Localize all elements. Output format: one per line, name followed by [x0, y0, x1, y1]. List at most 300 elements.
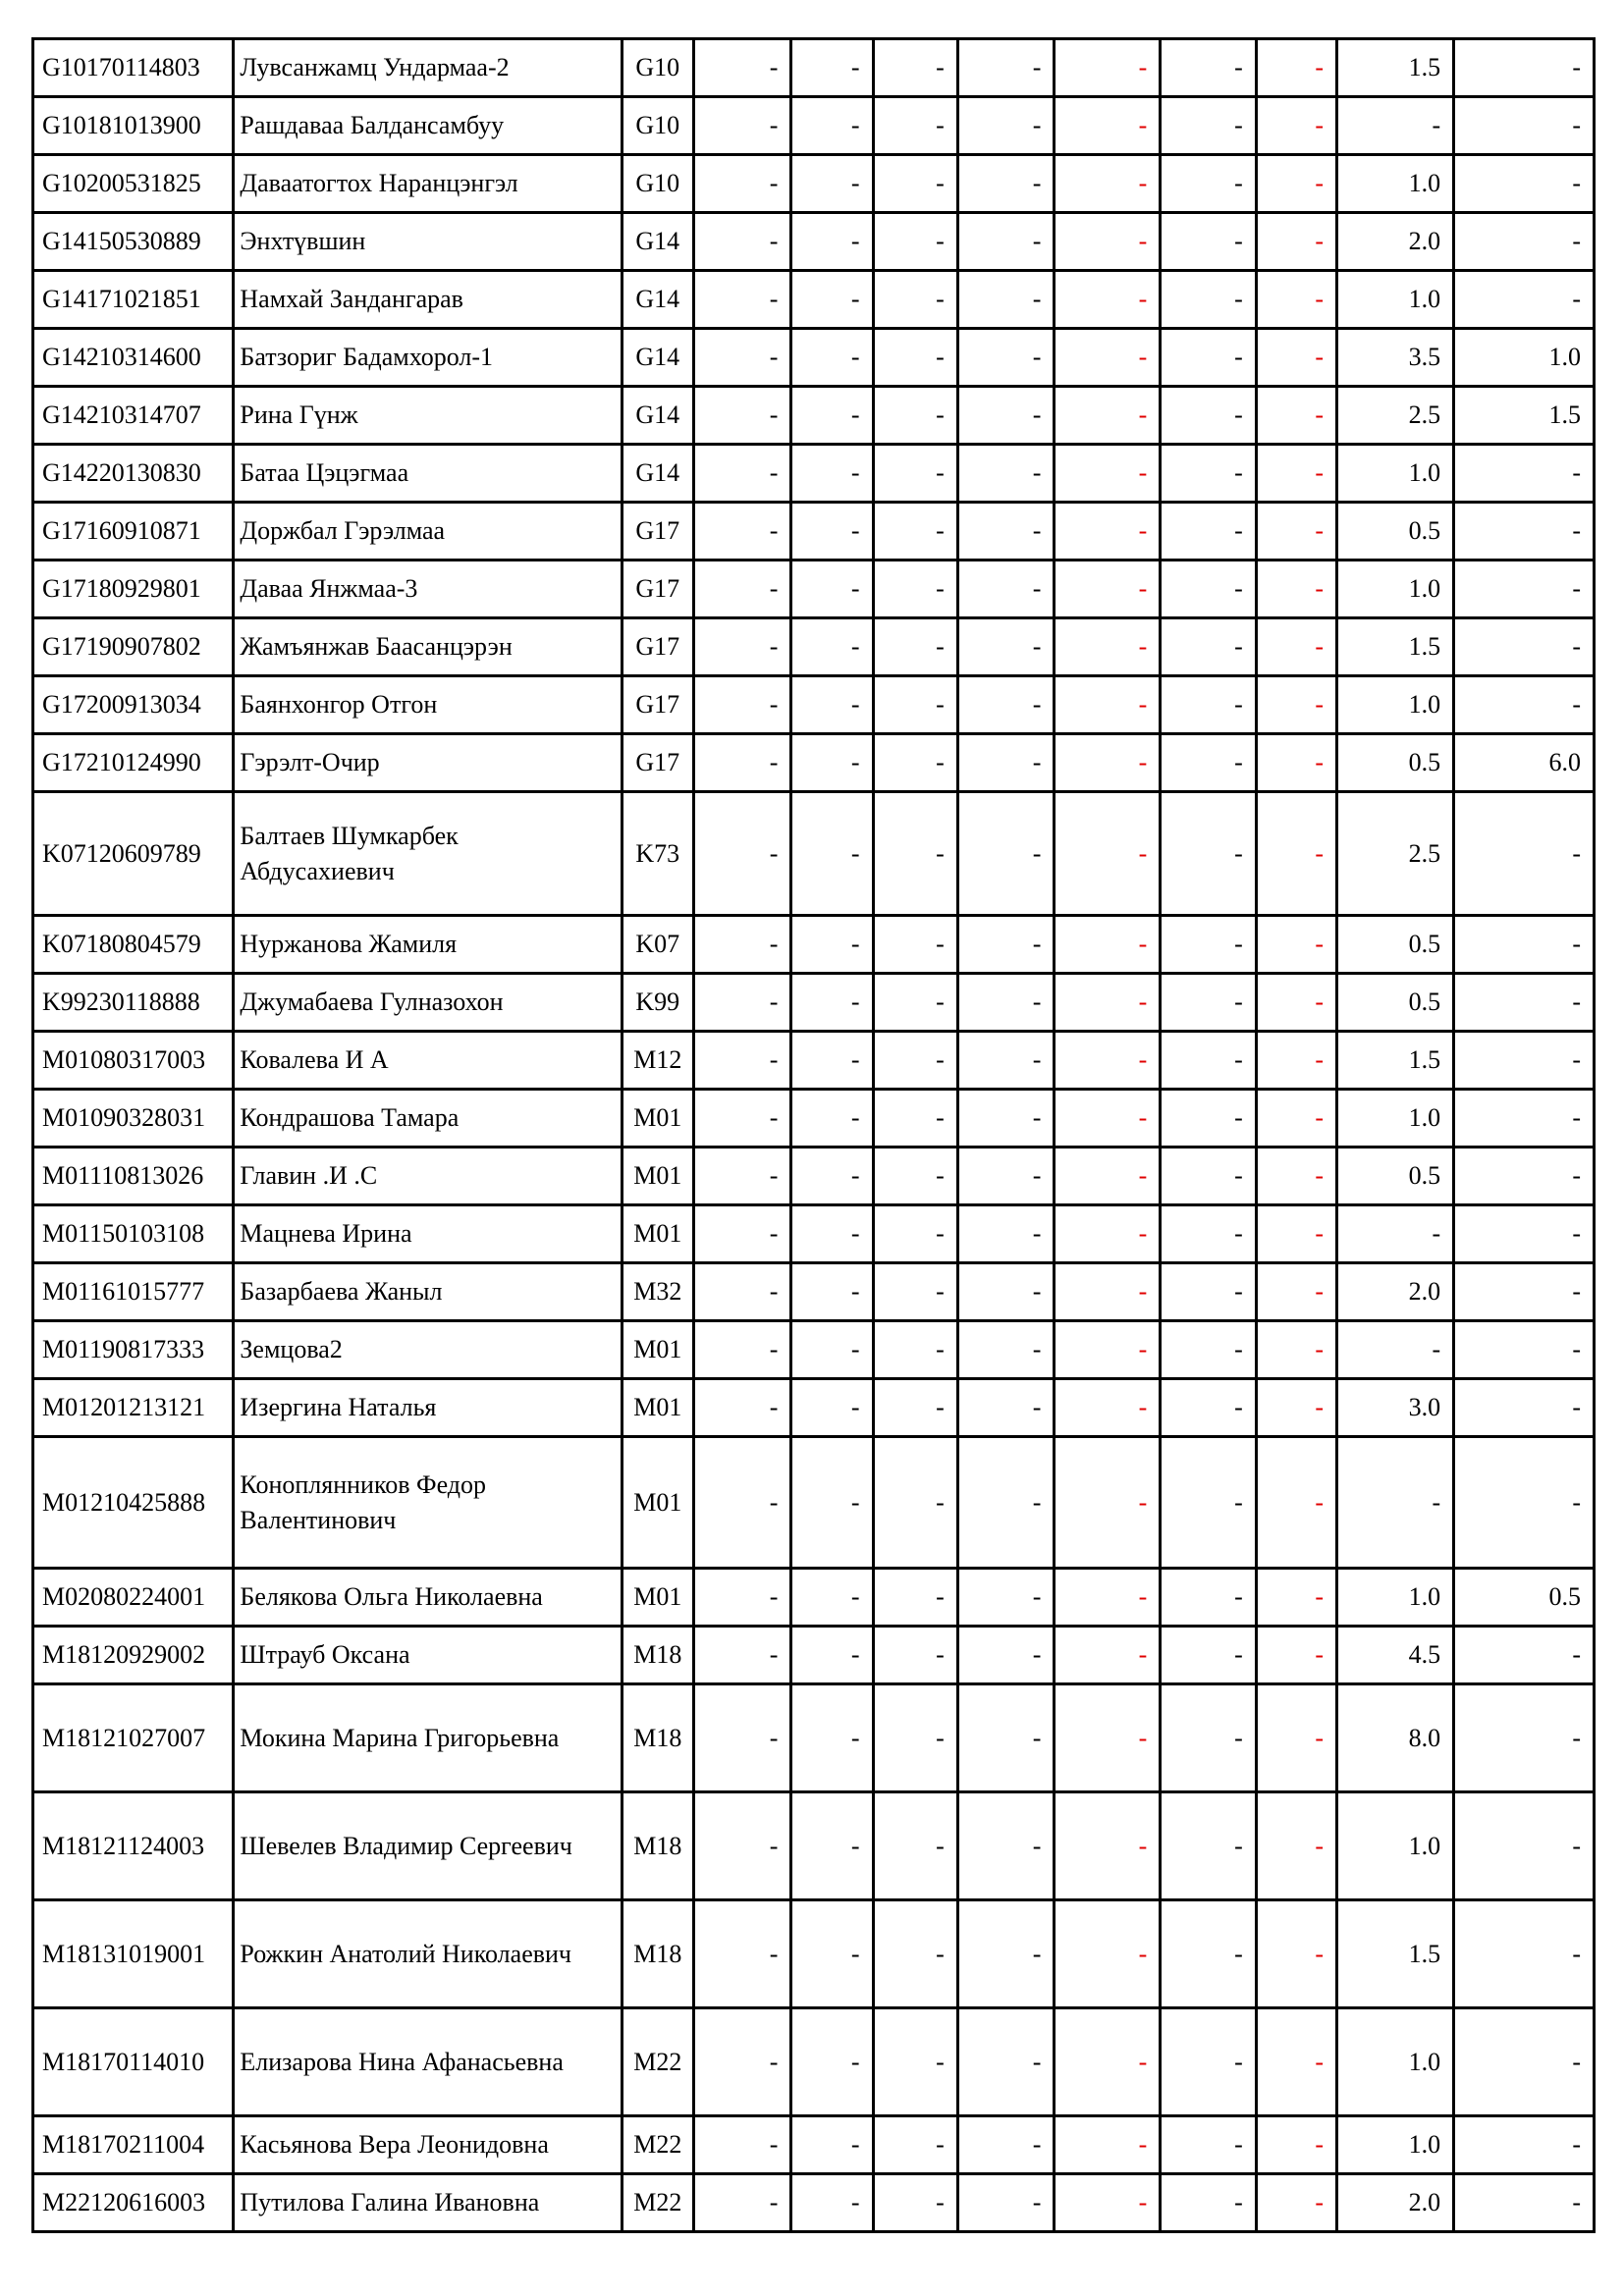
value-cell: - — [1256, 271, 1336, 329]
amount-cell: 1.0 — [1336, 1792, 1453, 1900]
value-cell: - — [957, 1792, 1055, 1900]
group-cell: M01 — [622, 1569, 693, 1627]
value-cell: - — [1256, 97, 1336, 155]
value-cell: - — [873, 329, 957, 387]
value-cell: - — [1055, 676, 1161, 734]
name-cell: Доржбал Гэрэлмаа — [234, 503, 622, 561]
table-row — [33, 1090, 1595, 1148]
amount-cell: - — [1454, 1090, 1595, 1148]
amount-cell: - — [1454, 445, 1595, 503]
value-cell: - — [1256, 1090, 1336, 1148]
code-cell: M18170114010 — [33, 2008, 234, 2116]
table-row — [33, 1148, 1595, 1205]
value-cell: - — [693, 1627, 791, 1684]
value-cell: - — [1161, 1090, 1257, 1148]
value-cell: - — [873, 2008, 957, 2116]
name-cell: Намхай Зандангарав — [234, 271, 622, 329]
value-cell: - — [957, 97, 1055, 155]
value-cell: - — [1256, 1684, 1336, 1792]
value-cell: - — [1161, 1569, 1257, 1627]
amount-cell: 1.0 — [1336, 271, 1453, 329]
value-cell: - — [1055, 1090, 1161, 1148]
code-cell: G14150530889 — [33, 213, 234, 271]
value-cell: - — [1055, 445, 1161, 503]
code-cell: K07180804579 — [33, 916, 234, 974]
amount-cell: 1.5 — [1336, 1032, 1453, 1090]
value-cell: - — [957, 1379, 1055, 1437]
value-cell: - — [693, 503, 791, 561]
amount-cell: 1.0 — [1336, 445, 1453, 503]
value-cell: - — [1256, 1321, 1336, 1379]
value-cell: - — [1055, 1321, 1161, 1379]
value-cell: - — [957, 329, 1055, 387]
value-cell: - — [873, 734, 957, 792]
value-cell: - — [791, 1792, 873, 1900]
value-cell: - — [873, 1792, 957, 1900]
amount-cell: 8.0 — [1336, 1684, 1453, 1792]
amount-cell: 1.5 — [1336, 1900, 1453, 2008]
table-row — [33, 1569, 1595, 1627]
table-row — [33, 676, 1595, 734]
code-cell: G14210314707 — [33, 387, 234, 445]
value-cell: - — [791, 1090, 873, 1148]
value-cell: - — [957, 916, 1055, 974]
value-cell: - — [1055, 1627, 1161, 1684]
name-cell: Рожкин Анатолий Николаевич — [234, 1900, 622, 2008]
value-cell: - — [873, 1148, 957, 1205]
group-cell: M18 — [622, 1684, 693, 1792]
value-cell: - — [1055, 2116, 1161, 2174]
value-cell: - — [791, 1032, 873, 1090]
value-cell: - — [1256, 39, 1336, 97]
value-cell: - — [1161, 155, 1257, 213]
name-cell: Главин .И .С — [234, 1148, 622, 1205]
group-cell: G14 — [622, 271, 693, 329]
value-cell: - — [873, 97, 957, 155]
value-cell: - — [1256, 916, 1336, 974]
table-row — [33, 1379, 1595, 1437]
value-cell: - — [957, 1148, 1055, 1205]
value-cell: - — [1161, 1032, 1257, 1090]
value-cell: - — [873, 1627, 957, 1684]
code-cell: M18121027007 — [33, 1684, 234, 1792]
value-cell: - — [693, 916, 791, 974]
name-cell: Гэрэлт-Очир — [234, 734, 622, 792]
group-cell: K73 — [622, 792, 693, 916]
value-cell: - — [1055, 1684, 1161, 1792]
value-cell: - — [791, 792, 873, 916]
value-cell: - — [1256, 1900, 1336, 2008]
table-row — [33, 2008, 1595, 2116]
name-cell: Мацнева Ирина — [234, 1205, 622, 1263]
value-cell: - — [693, 97, 791, 155]
value-cell: - — [1161, 1437, 1257, 1569]
value-cell: - — [791, 1321, 873, 1379]
value-cell: - — [873, 387, 957, 445]
table-row — [33, 1684, 1595, 1792]
amount-cell: - — [1454, 1032, 1595, 1090]
value-cell: - — [1055, 974, 1161, 1032]
value-cell: - — [1055, 155, 1161, 213]
group-cell: M01 — [622, 1321, 693, 1379]
value-cell: - — [1055, 1148, 1161, 1205]
value-cell: - — [1055, 1437, 1161, 1569]
value-cell: - — [791, 445, 873, 503]
name-cell: Елизарова Нина Афанасьевна — [234, 2008, 622, 2116]
value-cell: - — [693, 1437, 791, 1569]
group-cell: M22 — [622, 2116, 693, 2174]
value-cell: - — [693, 1379, 791, 1437]
code-cell: M01150103108 — [33, 1205, 234, 1263]
value-cell: - — [957, 974, 1055, 1032]
value-cell: - — [873, 916, 957, 974]
value-cell: - — [1256, 2174, 1336, 2232]
value-cell: - — [693, 1321, 791, 1379]
value-cell: - — [1055, 213, 1161, 271]
value-cell: - — [957, 503, 1055, 561]
value-cell: - — [791, 1148, 873, 1205]
value-cell: - — [1055, 97, 1161, 155]
code-cell: G10181013900 — [33, 97, 234, 155]
name-cell: Мокина Марина Григорьевна — [234, 1684, 622, 1792]
table-row — [33, 213, 1595, 271]
value-cell: - — [873, 792, 957, 916]
amount-cell: - — [1454, 618, 1595, 676]
value-cell: - — [873, 561, 957, 618]
value-cell: - — [1161, 1684, 1257, 1792]
name-cell: Батаа Цэцэгмаа — [234, 445, 622, 503]
value-cell: - — [957, 155, 1055, 213]
value-cell: - — [1161, 445, 1257, 503]
value-cell: - — [791, 1205, 873, 1263]
amount-cell: - — [1454, 213, 1595, 271]
amount-cell: 1.0 — [1454, 329, 1595, 387]
table-row — [33, 1263, 1595, 1321]
value-cell: - — [1161, 271, 1257, 329]
value-cell: - — [693, 39, 791, 97]
group-cell: G10 — [622, 39, 693, 97]
value-cell: - — [693, 1792, 791, 1900]
table-row — [33, 734, 1595, 792]
value-cell: - — [1256, 1379, 1336, 1437]
value-cell: - — [693, 329, 791, 387]
value-cell: - — [1055, 1900, 1161, 2008]
value-cell: - — [1256, 618, 1336, 676]
value-cell: - — [1161, 618, 1257, 676]
name-cell: Изергина Наталья — [234, 1379, 622, 1437]
table-row — [33, 387, 1595, 445]
value-cell: - — [957, 734, 1055, 792]
amount-cell: 3.5 — [1336, 329, 1453, 387]
table-row — [33, 329, 1595, 387]
amount-cell: 0.5 — [1336, 1148, 1453, 1205]
value-cell: - — [957, 1900, 1055, 2008]
table-row — [33, 97, 1595, 155]
value-cell: - — [1161, 1321, 1257, 1379]
value-cell: - — [1055, 2174, 1161, 2232]
value-cell: - — [1256, 974, 1336, 1032]
value-cell: - — [873, 1569, 957, 1627]
value-cell: - — [873, 1205, 957, 1263]
amount-cell: - — [1336, 97, 1453, 155]
code-cell: M01190817333 — [33, 1321, 234, 1379]
value-cell: - — [693, 2174, 791, 2232]
amount-cell: 2.0 — [1336, 1263, 1453, 1321]
value-cell: - — [693, 445, 791, 503]
amount-cell: - — [1336, 1437, 1453, 1569]
amount-cell: 1.5 — [1454, 387, 1595, 445]
value-cell: - — [1055, 387, 1161, 445]
value-cell: - — [1161, 1148, 1257, 1205]
table-row — [33, 155, 1595, 213]
value-cell: - — [957, 1205, 1055, 1263]
group-cell: M01 — [622, 1437, 693, 1569]
group-cell: G17 — [622, 676, 693, 734]
value-cell: - — [957, 1684, 1055, 1792]
group-cell: M01 — [622, 1148, 693, 1205]
table-row — [33, 792, 1595, 916]
value-cell: - — [693, 1263, 791, 1321]
value-cell: - — [791, 1263, 873, 1321]
value-cell: - — [873, 1900, 957, 2008]
table-body — [33, 39, 1595, 2232]
value-cell: - — [1161, 213, 1257, 271]
group-cell: G14 — [622, 213, 693, 271]
value-cell: - — [791, 387, 873, 445]
amount-cell: 0.5 — [1336, 503, 1453, 561]
value-cell: - — [693, 1148, 791, 1205]
amount-cell: - — [1336, 1205, 1453, 1263]
value-cell: - — [1161, 2008, 1257, 2116]
value-cell: - — [957, 618, 1055, 676]
value-cell: - — [693, 974, 791, 1032]
table-row — [33, 1032, 1595, 1090]
name-cell: Нуржанова Жамиля — [234, 916, 622, 974]
value-cell: - — [1256, 155, 1336, 213]
amount-cell: 2.5 — [1336, 387, 1453, 445]
value-cell: - — [873, 155, 957, 213]
name-cell: Лувсанжамц Ундармаа-2 — [234, 39, 622, 97]
code-cell: G17160910871 — [33, 503, 234, 561]
amount-cell: 1.0 — [1336, 155, 1453, 213]
value-cell: - — [1256, 329, 1336, 387]
value-cell: - — [1161, 1900, 1257, 2008]
value-cell: - — [791, 2116, 873, 2174]
amount-cell: - — [1454, 1684, 1595, 1792]
value-cell: - — [1055, 618, 1161, 676]
group-cell: K07 — [622, 916, 693, 974]
code-cell: M01201213121 — [33, 1379, 234, 1437]
amount-cell: - — [1454, 97, 1595, 155]
value-cell: - — [1055, 1569, 1161, 1627]
value-cell: - — [957, 2116, 1055, 2174]
value-cell: - — [791, 1569, 873, 1627]
value-cell: - — [1161, 974, 1257, 1032]
value-cell: - — [1055, 1205, 1161, 1263]
value-cell: - — [791, 2174, 873, 2232]
group-cell: M18 — [622, 1627, 693, 1684]
value-cell: - — [1161, 1263, 1257, 1321]
table-row — [33, 974, 1595, 1032]
amount-cell: 0.5 — [1336, 916, 1453, 974]
value-cell: - — [1161, 561, 1257, 618]
value-cell: - — [1161, 1205, 1257, 1263]
value-cell: - — [791, 1627, 873, 1684]
value-cell: - — [693, 734, 791, 792]
value-cell: - — [873, 1684, 957, 1792]
value-cell: - — [791, 618, 873, 676]
value-cell: - — [693, 155, 791, 213]
amount-cell: - — [1454, 1263, 1595, 1321]
value-cell: - — [1256, 213, 1336, 271]
code-cell: G10200531825 — [33, 155, 234, 213]
code-cell: M18170211004 — [33, 2116, 234, 2174]
value-cell: - — [791, 1684, 873, 1792]
name-cell: Рина Гүнж — [234, 387, 622, 445]
group-cell: M22 — [622, 2008, 693, 2116]
value-cell: - — [1256, 2116, 1336, 2174]
value-cell: - — [791, 734, 873, 792]
amount-cell: - — [1454, 271, 1595, 329]
amount-cell: - — [1454, 1205, 1595, 1263]
name-cell: Коноплянников Федор Валентинович — [234, 1437, 622, 1569]
code-cell: M18131019001 — [33, 1900, 234, 2008]
value-cell: - — [1256, 1205, 1336, 1263]
value-cell: - — [873, 1379, 957, 1437]
value-cell: - — [791, 271, 873, 329]
value-cell: - — [1055, 1792, 1161, 1900]
value-cell: - — [1256, 445, 1336, 503]
value-cell: - — [1256, 503, 1336, 561]
value-cell: - — [1161, 387, 1257, 445]
value-cell: - — [791, 329, 873, 387]
name-cell: Земцова2 — [234, 1321, 622, 1379]
value-cell: - — [957, 561, 1055, 618]
value-cell: - — [873, 1263, 957, 1321]
value-cell: - — [873, 618, 957, 676]
value-cell: - — [957, 39, 1055, 97]
amount-cell: - — [1454, 1792, 1595, 1900]
amount-cell: - — [1454, 2116, 1595, 2174]
table-row — [33, 39, 1595, 97]
amount-cell: - — [1336, 1321, 1453, 1379]
amount-cell: 1.0 — [1336, 1090, 1453, 1148]
value-cell: - — [957, 1627, 1055, 1684]
amount-cell: 0.5 — [1336, 734, 1453, 792]
name-cell: Джумабаева Гулназохон — [234, 974, 622, 1032]
code-cell: G14210314600 — [33, 329, 234, 387]
value-cell: - — [1161, 39, 1257, 97]
value-cell: - — [1055, 271, 1161, 329]
group-cell: M01 — [622, 1090, 693, 1148]
code-cell: M01090328031 — [33, 1090, 234, 1148]
name-cell: Даваатогтох Наранцэнгэл — [234, 155, 622, 213]
amount-cell: 2.0 — [1336, 213, 1453, 271]
code-cell: G17200913034 — [33, 676, 234, 734]
name-cell: Кондрашова Тамара — [234, 1090, 622, 1148]
value-cell: - — [957, 1569, 1055, 1627]
code-cell: M01110813026 — [33, 1148, 234, 1205]
value-cell: - — [1256, 1263, 1336, 1321]
value-cell: - — [1256, 1569, 1336, 1627]
value-cell: - — [693, 792, 791, 916]
value-cell: - — [1055, 1263, 1161, 1321]
value-cell: - — [1256, 1627, 1336, 1684]
group-cell: G17 — [622, 734, 693, 792]
value-cell: - — [693, 1090, 791, 1148]
value-cell: - — [693, 1900, 791, 2008]
amount-cell: 1.0 — [1336, 2116, 1453, 2174]
value-cell: - — [693, 676, 791, 734]
amount-cell: 0.5 — [1336, 974, 1453, 1032]
value-cell: - — [957, 271, 1055, 329]
name-cell: Батзориг Бадамхорол-1 — [234, 329, 622, 387]
name-cell: Базарбаева Жаныл — [234, 1263, 622, 1321]
value-cell: - — [1055, 329, 1161, 387]
amount-cell: - — [1454, 503, 1595, 561]
group-cell: G14 — [622, 329, 693, 387]
group-cell: G17 — [622, 503, 693, 561]
value-cell: - — [791, 97, 873, 155]
amount-cell: 3.0 — [1336, 1379, 1453, 1437]
value-cell: - — [1256, 1792, 1336, 1900]
table-row — [33, 503, 1595, 561]
value-cell: - — [957, 1263, 1055, 1321]
amount-cell: - — [1454, 2174, 1595, 2232]
value-cell: - — [693, 561, 791, 618]
value-cell: - — [693, 1032, 791, 1090]
value-cell: - — [791, 561, 873, 618]
code-cell: G14171021851 — [33, 271, 234, 329]
value-cell: - — [693, 1569, 791, 1627]
name-cell: Касьянова Вера Леонидовна — [234, 2116, 622, 2174]
value-cell: - — [791, 916, 873, 974]
value-cell: - — [1055, 792, 1161, 916]
table-row — [33, 916, 1595, 974]
value-cell: - — [873, 2174, 957, 2232]
amount-cell: - — [1454, 561, 1595, 618]
value-cell: - — [1161, 916, 1257, 974]
value-cell: - — [957, 2008, 1055, 2116]
value-cell: - — [791, 2008, 873, 2116]
value-cell: - — [1161, 676, 1257, 734]
code-cell: G17180929801 — [33, 561, 234, 618]
value-cell: - — [957, 213, 1055, 271]
group-cell: G10 — [622, 155, 693, 213]
name-cell: Жамъянжав Баасанцэрэн — [234, 618, 622, 676]
group-cell: M18 — [622, 1792, 693, 1900]
value-cell: - — [1055, 916, 1161, 974]
value-cell: - — [693, 1205, 791, 1263]
value-cell: - — [1055, 503, 1161, 561]
data-table-container — [31, 37, 1596, 2233]
value-cell: - — [1256, 387, 1336, 445]
code-cell: M01210425888 — [33, 1437, 234, 1569]
name-cell: Баянхонгор Отгон — [234, 676, 622, 734]
value-cell: - — [791, 39, 873, 97]
group-cell: G17 — [622, 561, 693, 618]
value-cell: - — [693, 387, 791, 445]
data-table — [31, 37, 1596, 2233]
name-cell: Штрауб Оксана — [234, 1627, 622, 1684]
code-cell: K07120609789 — [33, 792, 234, 916]
value-cell: - — [791, 676, 873, 734]
group-cell: G14 — [622, 387, 693, 445]
value-cell: - — [1161, 734, 1257, 792]
name-cell: Балтаев Шумкарбек Абдусахиевич — [234, 792, 622, 916]
table-row — [33, 618, 1595, 676]
amount-cell: 6.0 — [1454, 734, 1595, 792]
